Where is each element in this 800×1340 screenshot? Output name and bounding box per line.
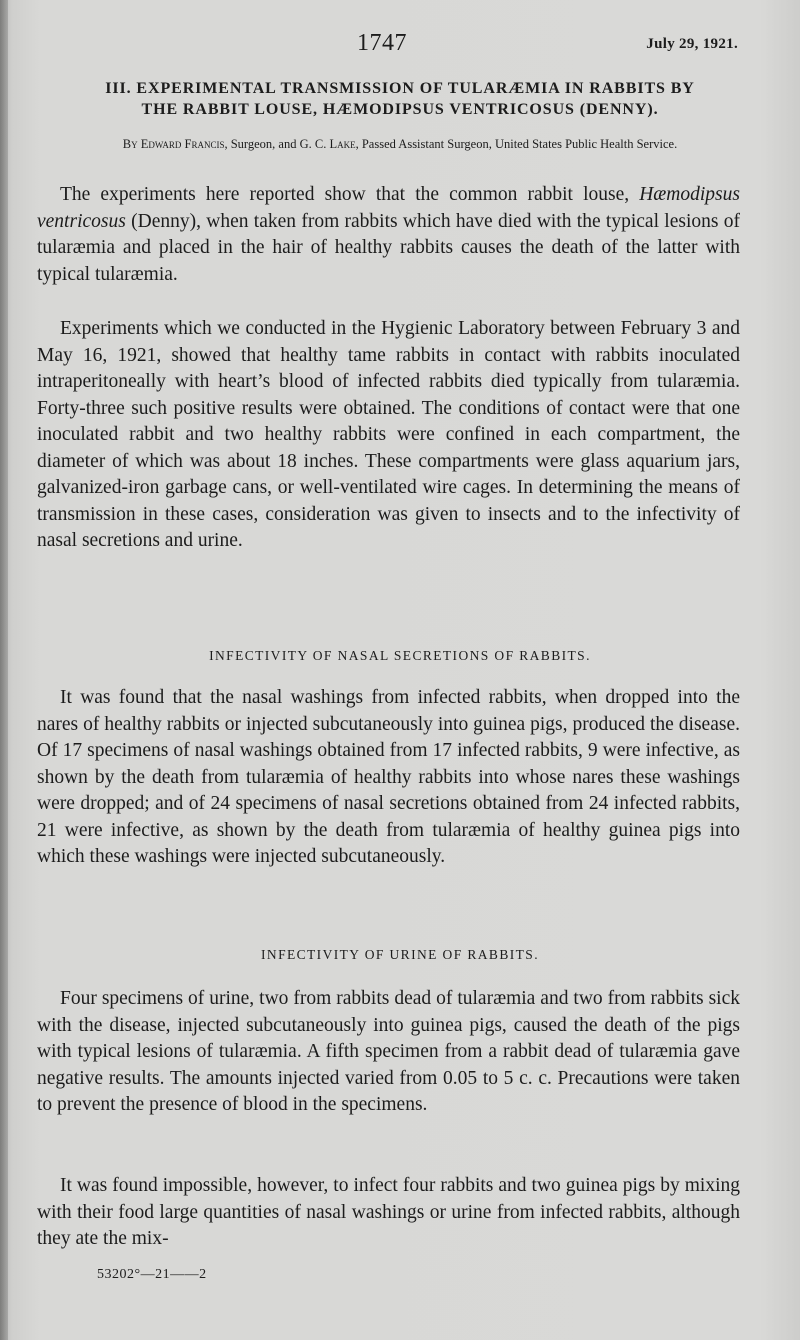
issue-date: July 29, 1921.	[646, 36, 738, 52]
byline	[30, 136, 770, 153]
paragraph-experiments: Experiments which we conducted in the Hygienic Laboratory between February 3 and May 16, 1921, showed that healthy tame rabbits in contact with rabbits inoculated intraperitoneally with heart’s blood of infected rabbits died typically from tularæmia. Forty-three such positive results were obtained. The conditions of contact were that one inoculated rabbit and two healthy rabbits were confined in each compartment, the diameter of which was about 18 inches. These compartments were glass aquarium jars, galvanized-iron garbage cans, or well-ventilated wire cages. In determining the means of transmission in these cases, consideration was given to insects and to the infectivity of nasal secretions and urine.	[37, 318, 740, 551]
title-line-1: III. EXPERIMENTAL TRANSMISSION OF TULARÆMIA IN RABBITS BY	[105, 80, 695, 97]
paragraph-urine: Four specimens of urine, two from rabbits dead of tularæmia and two from rabbits sick with the disease, injected subcutaneously into guinea pigs, caused the death of the pigs with typical lesions of tularæmia. A fifth specimen from a rabbit dead of tularæmia gave negative results. The amounts injected varied from 0.05 to 5 c. c. Precautions were taken to prevent the presence of blood in the specimens.	[37, 988, 740, 1115]
species-name: Hæmodipsus ventricosus	[37, 184, 740, 232]
byline-author-2: G. C. Lake	[299, 137, 356, 151]
title-line-2: THE RABBIT LOUSE, HÆMODIPSUS VENTRICOSUS (DENNY).	[141, 101, 659, 118]
paragraph-intro-text-b: (Denny), when taken from rabbits which have died with the typical lesions of tularæmia and placed in the hair of healthy rabbits causes the death of the latter with typical tularæmia.	[37, 210, 740, 285]
article-title	[30, 78, 770, 120]
section-heading-nasal: INFECTIVITY OF NASAL SECRETIONS OF RABBITS.	[209, 648, 591, 663]
print-signature: 53202°—21——2	[97, 1267, 207, 1282]
byline-author-1: Edward Francis	[140, 137, 225, 151]
paragraph-intro-text-a: The experiments here reported show that the common rabbit louse,	[60, 184, 640, 205]
paragraph-nasal: It was found that the nasal washings from infected rabbits, when dropped into the nares of healthy rabbits or injected subcutaneously into guinea pigs, produced the disease. Of 17 specimens of nasal washings obtained from 17 infected rabbits, 9 were infective, as shown by the death from tularæmia of healthy rabbits into whose nares these washings were dropped; and of 24 specimens of nasal secretions obtained from 24 infected rabbits, 21 were infective, as shown by the death from tularæmia of healthy guinea pigs into which these washings were injected subcutaneously.	[37, 687, 740, 867]
byline-by: By	[122, 137, 138, 151]
paragraph-food: It was found impossible, however, to infect four rabbits and two guinea pigs by mixing with their food large quantities of nasal washings or urine from infected rabbits, although they ate the mix-	[37, 1175, 740, 1249]
byline-mid: , Surgeon, and	[224, 137, 297, 151]
paragraph-intro	[37, 182, 740, 288]
byline-rest: , Passed Assistant Surgeon, United States Public Health Service.	[355, 137, 678, 151]
section-heading-urine: INFECTIVITY OF URINE OF RABBITS.	[261, 947, 539, 962]
binding-edge	[0, 0, 8, 1340]
page-number: 1747	[357, 30, 407, 56]
